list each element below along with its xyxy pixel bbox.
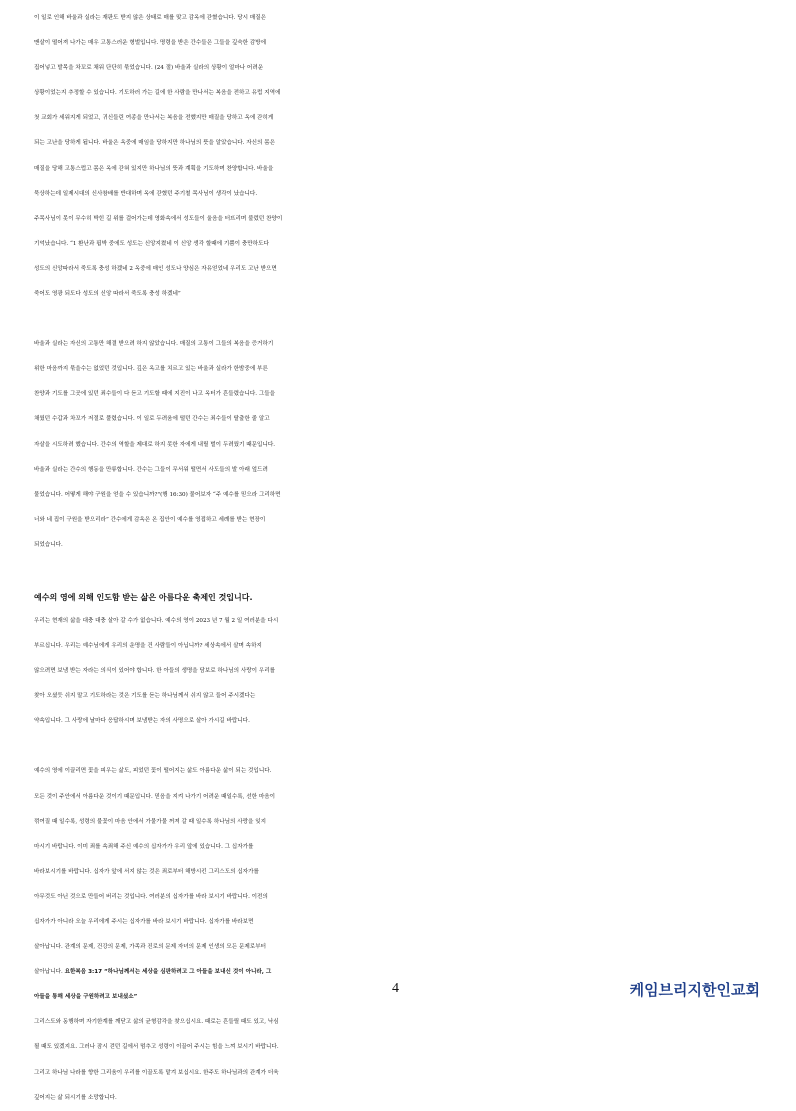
text-line: 집어넣고 발목을 차꼬로 채워 단단히 묶었습니다. (24 절) 바울과 실라의 상황이 얼마나 어려운 <box>34 65 264 72</box>
text-line: 물었습니다. 어떻게 해야 구원을 얻을 수 있습니까?"(행 16:30) 물어보자 “주 예수를 믿으라 그리하면 <box>34 491 281 498</box>
text-line: 되었습니다. <box>34 541 63 548</box>
text-line: 깊어지는 삶 되시기를 소망합니다. <box>34 1094 117 1101</box>
text-line: 바울과 실라는 자신의 고통만 해결 받으려 하지 않았습니다. 매질의 고통이 그들의 복음을 증거하기 <box>34 341 274 348</box>
text-line: 매질을 당해 고통스럽고 몸은 옥에 갇혀 있지만 하나님의 뜻과 계획을 기도하며 찬양합니다. 바울을 <box>34 165 274 172</box>
verse-quote-bold-continued: 아들을 통해 세상을 구원하려고 보내셨소” <box>34 994 138 1001</box>
text-line: 위한 마음까지 묶을수는 없었던 것입니다. 깊은 옥고를 치르고 있는 바울과 실라가 한밤중에 부른 <box>34 366 268 373</box>
text-line: 꺾여질 때 일수록, 성령의 불꽃이 마음 안에서 가물가물 꺼져 갈 때 일수록 하나님의 사랑을 잊지 <box>34 818 267 825</box>
text-line: 십자가가 아니라 오늘 우리에게 주시는 십자가를 바라 보시기 바랍니다. 십자가를 바라보면 <box>34 919 254 925</box>
text-line: 묵상하는데 일제시대의 신사참배를 반대하며 옥에 갇혔던 주기철 목사님이 생각이 났습니다. <box>34 190 258 197</box>
text-line: 되는 고난을 당하게 됩니다. 바울은 옥중에 매임을 당하지만 하나님의 뜻을 알았습니다. 자신의 몸은 <box>34 140 276 147</box>
text-line: 모든 것이 주안에서 아름다운 것이기 때문입니다. 믿음을 지켜 나가기 어려운 때일수록, 선한 마음이 <box>34 793 276 800</box>
text-line: 그리고 하나님 나라를 향한 그리움이 우리를 이끌도록 맡겨 보십시요. 한주도 하나님과의 관계가 더욱 <box>34 1069 279 1076</box>
verse-quote-bold: 요한복음 3:17 “하나님께서는 세상을 심판하려고 그 아들을 보내신 것이 아니라, 그 <box>64 969 272 976</box>
text-line: 그리스도와 동행하며 자기한계를 깨닫고 삶의 균형감각을 찾으십시요. 때로는 흔들릴 때도 있고, 낙심 <box>34 1019 279 1026</box>
text-line: 자살을 시도하려 했습니다. 간수의 역할을 제대로 하지 못한 자에게 내릴 벌이 두려웠기 때문입니다. <box>34 441 276 448</box>
text-line: 상황이었는지 추정할 수 있습니다. 기도하러 가는 길에 한 사람을 만나서는 복음을 전하고 유럽 지역에 <box>34 90 281 97</box>
verse-prefix: 살아납니다. <box>34 969 63 976</box>
paragraph-gap <box>34 307 764 332</box>
paragraph-gap <box>34 558 764 587</box>
text-line: 살아납니다. 관계의 문제, 건강의 문제, 가족과 진로의 문제 자녀의 문제 인생의 모든 문제로부터 <box>34 944 267 951</box>
text-line: 첫 교회가 세워지게 되었고, 귀신들린 여종을 만나서는 복음을 전했지만 매질을 당하고 옥에 갇히게 <box>34 115 274 122</box>
text-line: 이 일로 인해 바울과 실라는 재판도 받지 않은 상태로 매를 맞고 감옥에 갇혔습니다. 당시 매질은 <box>34 15 267 21</box>
text-line: 예수의 영에 이끌리면 꽃을 피우는 삶도, 피었던 꽃이 떨어지는 삶도 아름다운 삶이 되는 것입니다. <box>34 768 272 775</box>
text-line: 죽어도 영광 되도다 성도의 신앙 따라서 죽도록 충성 하겠네” <box>34 291 181 298</box>
page-number: 4 <box>392 981 399 996</box>
paragraph-calling <box>34 609 764 734</box>
text-line: 채웠던 수갑과 차꼬가 저절로 풀렸습니다. 이 일로 두려움에 떨던 간수는 죄수들이 탈출한 줄 알고 <box>34 416 270 423</box>
text-line: 주목사님이 못이 무수히 박힌 길 위를 걸어가는데 영화속에서 성도들이 울음을 터뜨리며 불렀던 찬양이 <box>34 215 283 222</box>
text-line: 아무것도 아닌 것으로 만들어 버리는 것입니다. 여러분의 십자가를 바라 보시기 바랍니다. 이전의 <box>34 893 268 900</box>
text-line: 찾아 오셨듯 쉬지 말고 기도하라는 것은 기도를 듣는 하나님께서 쉬지 않고 들어 주시겠다는 <box>34 693 256 700</box>
text-line: 찬양과 기도를 그곳에 있던 죄수들이 다 듣고 기도할 때에 지진이 나고 옥터가 흔들렸습니다. 그들을 <box>34 391 276 398</box>
text-line: 성도의 신앙따라서 죽도록 충성 하겠네 2 옥중에 매인 성도나 양심은 자유얻었네 우리도 고난 받으면 <box>34 265 277 272</box>
paragraph-cross <box>34 759 764 1010</box>
paragraph-gap <box>34 734 764 759</box>
paragraph-prison <box>34 6 764 307</box>
paragraph-closing <box>34 1010 764 1110</box>
section-heading: 예수의 영에 의해 인도함 받는 삶은 아름다운 축제인 것입니다. <box>34 592 253 602</box>
text-line: 될 때도 있겠지요. 그러나 잠시 걷던 길에서 멈추고 성령이 이끌어 주시는 힘을 느껴 보시기 바랍니다. <box>34 1044 279 1051</box>
text-line: 바울과 실라는 간수의 행동을 만류합니다. 간수는 그들이 무서워 떨면서 사도들의 발 아래 엎드려 <box>34 466 268 473</box>
text-line: 맨살이 떨어져 나가는 매우 고통스러운 형벌입니다. 명령을 받은 간수들은 그들을 깊숙한 감방에 <box>34 40 267 47</box>
text-line: 너와 네 집이 구원을 받으리라” 간수에게 감옥은 온 집안이 예수를 영접하고 세례를 받는 현장이 <box>34 516 266 523</box>
text-line: 기억났습니다. “1 환난과 핍박 중에도 성도는 신앙지켰네 이 신앙 생각 할때에 기쁨이 충만하도다 <box>34 240 269 247</box>
text-line: 부르십니다. 우리는 예수님에게 우리의 운명을 건 사람들이 아닙니까? 세상속에서 살며 속하지 <box>34 643 262 650</box>
church-name: 케임브리지한인교회 <box>629 981 760 999</box>
text-line: 않으려면 보냄 받는 자라는 의식이 있어야 합니다. 한 아들의 생명을 담보로 하나님의 사랑이 우리를 <box>34 668 276 675</box>
text-line: 마시기 바랍니다. 이미 죄를 속죄해 주신 예수의 십자가가 우리 앞에 있습니다. 그 십자가를 <box>34 843 254 850</box>
page-content <box>34 6 764 1111</box>
text-line: 우리는 현재의 삶을 대충 대충 살아 갈 수가 없습니다. 예수의 영이 2023 년 7 월 2 일 여러분을 다시 <box>34 617 279 624</box>
paragraph-earthquake <box>34 332 764 558</box>
text-line: 약속입니다. 그 사랑에 날마다 응답하시며 보냄받는 자의 사명으로 살아 가시길 바랍니다. <box>34 718 250 725</box>
text-line: 바라보시기를 바랍니다. 십자가 앞에 서지 않는 것은 죄로부터 해방시킨 그리스도의 십자가를 <box>34 868 259 875</box>
